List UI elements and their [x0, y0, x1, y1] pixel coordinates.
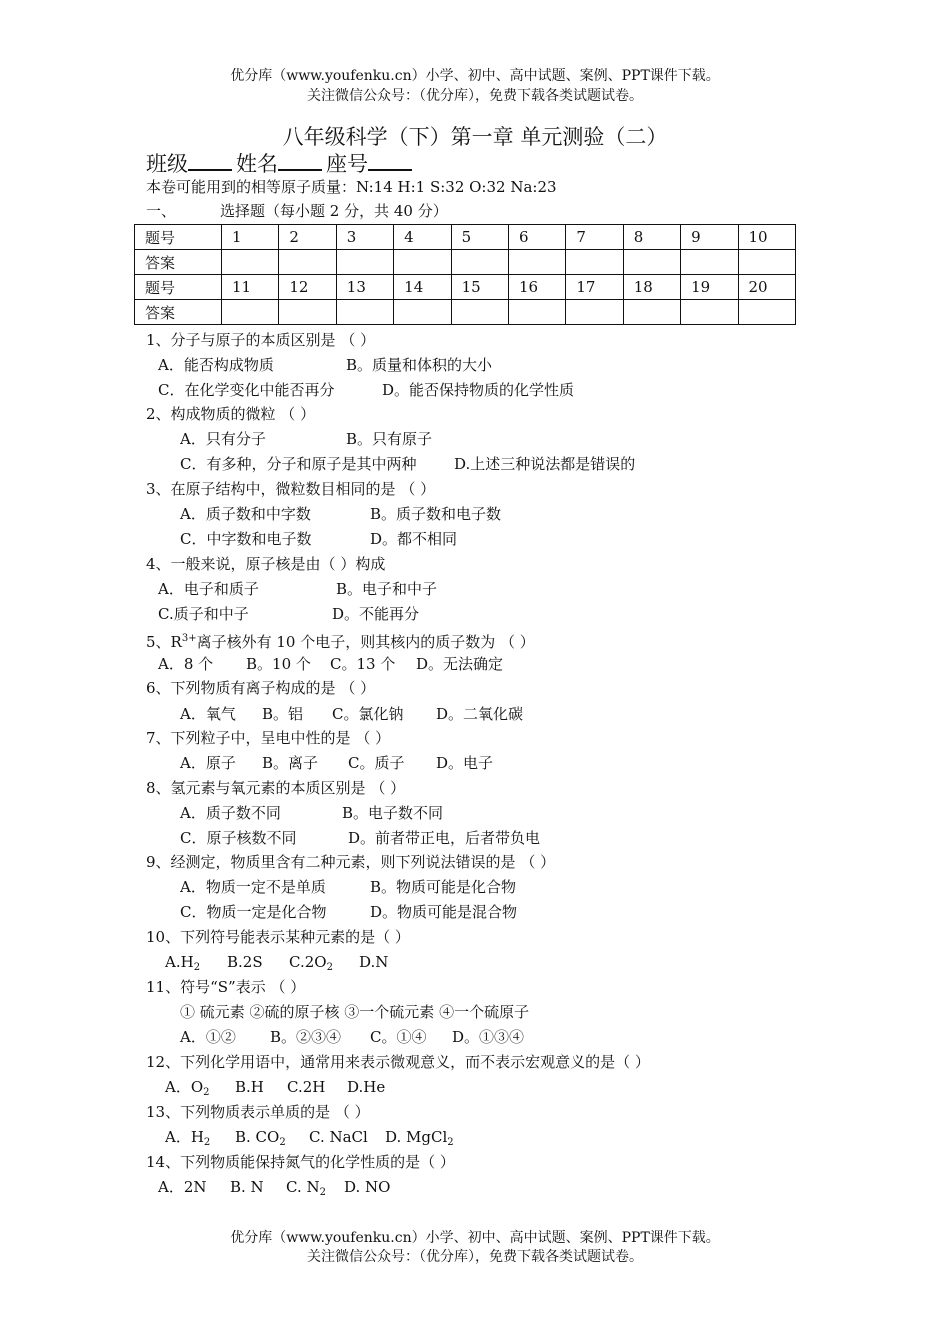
- section-number: 一、: [146, 202, 177, 220]
- subscript: 2: [203, 1087, 210, 1098]
- question-11-options: [180, 1027, 524, 1047]
- atomic-masses: 本卷可能用到的相等原子质量：N:14 H:1 S:32 O:32 Na:23: [146, 178, 557, 196]
- question-10-stem: 10、下列符号能表示某种元素的是（ ）: [146, 928, 410, 946]
- question-9-options-row2: [180, 902, 517, 922]
- answer-cell[interactable]: [279, 250, 336, 275]
- question-number-cell: 1: [222, 225, 279, 250]
- question-number-cell: 3: [336, 225, 393, 250]
- seat-label: 座号: [326, 152, 368, 176]
- seat-blank[interactable]: [368, 151, 412, 171]
- option-d[interactable]: [385, 1127, 454, 1153]
- option-b[interactable]: B.2S: [227, 953, 263, 971]
- page-title: 八年级科学（下）第一章 单元测验（二）: [282, 125, 668, 149]
- question-number-cell: 10: [738, 225, 795, 250]
- question-14-options: [158, 1177, 390, 1203]
- question-7-options: [180, 753, 493, 773]
- question-9-options-row1: [180, 877, 516, 897]
- question-5-stem: [146, 629, 535, 652]
- option-a[interactable]: [165, 1077, 235, 1103]
- student-fields: [146, 151, 416, 177]
- subscript: 2: [326, 962, 333, 973]
- question-number-cell: 14: [394, 275, 451, 300]
- question-number-cell: 12: [279, 275, 336, 300]
- option-d[interactable]: D.N: [359, 953, 389, 971]
- option-b[interactable]: B。10 个: [246, 655, 311, 673]
- option-c[interactable]: C.质子和中子: [158, 605, 249, 623]
- question-12-options: [165, 1077, 385, 1103]
- question-number-cell: 18: [623, 275, 680, 300]
- option-a-text: A.H: [165, 953, 194, 971]
- question-2-stem: 2、构成物质的微粒 （ ）: [146, 405, 316, 423]
- question-4-options-row2: [158, 604, 419, 624]
- answer-cell[interactable]: [623, 250, 680, 275]
- answer-cell[interactable]: [279, 300, 336, 325]
- option-c[interactable]: C。质子: [348, 754, 405, 772]
- header-line-1: 优分库（www.youfenku.cn）小学、初中、高中试题、案例、PPT课件下载。: [230, 68, 720, 84]
- question-number-cell: 17: [566, 275, 623, 300]
- option-d[interactable]: D。电子: [436, 754, 494, 772]
- section-label: 选择题（每小题 2 分，共 40 分）: [220, 202, 448, 220]
- question-10-options: [165, 952, 388, 978]
- option-c[interactable]: C. NaCl: [309, 1128, 368, 1146]
- footer-line-2: 关注微信公众号：（优分库），免费下载各类试题试卷。: [307, 1249, 643, 1265]
- option-b[interactable]: B。②③④: [270, 1028, 342, 1046]
- question-number-cell: 20: [738, 275, 795, 300]
- option-d[interactable]: D.He: [347, 1078, 386, 1096]
- question-number-cell: 16: [508, 275, 565, 300]
- question-2-options-row1: [180, 429, 432, 449]
- option-c[interactable]: C．在化学变化中能否再分: [158, 381, 335, 399]
- question-number-cell: 8: [623, 225, 680, 250]
- question-number-cell: 19: [681, 275, 738, 300]
- option-a[interactable]: A．氧气: [180, 705, 236, 723]
- table-header-cell: 题号: [135, 225, 222, 250]
- question-number-cell: 15: [451, 275, 508, 300]
- answer-cell[interactable]: [336, 300, 393, 325]
- option-c[interactable]: C。氯化钠: [332, 705, 404, 723]
- answer-cell[interactable]: [623, 300, 680, 325]
- option-b[interactable]: B。质子数和电子数: [370, 505, 502, 523]
- question-8-options-row1: [180, 803, 443, 823]
- question-1-stem: 1、分子与原子的本质区别是 （ ）: [146, 331, 376, 349]
- header-line-2: 关注微信公众号：（优分库），免费下载各类试题试卷。: [307, 88, 643, 104]
- option-d[interactable]: D. NO: [344, 1178, 391, 1196]
- question-5-options: [158, 654, 503, 674]
- option-a[interactable]: A．2N: [158, 1178, 207, 1196]
- question-number-cell: 2: [279, 225, 336, 250]
- table-header-cell: 题号: [135, 275, 222, 300]
- option-b[interactable]: B。物质可能是化合物: [370, 878, 517, 896]
- option-a[interactable]: A．电子和质子: [158, 580, 259, 598]
- option-a[interactable]: A．原子: [180, 754, 236, 772]
- option-d-text: D. MgCl: [385, 1128, 448, 1146]
- answer-cell[interactable]: [222, 250, 279, 275]
- option-a[interactable]: [165, 1127, 235, 1153]
- subscript: 2: [447, 1137, 454, 1148]
- question-4-stem: 4、一般来说，原子核是由（ ）构成: [146, 555, 386, 573]
- option-b[interactable]: B.H: [235, 1078, 264, 1096]
- option-c[interactable]: C．有多种，分子和原子是其中两种: [180, 455, 417, 473]
- table-header-cell: 答案: [135, 250, 222, 275]
- table-row: [135, 225, 796, 250]
- question-1-options-row2: [158, 380, 574, 400]
- question-3-stem: 3、在原子结构中，微粒数目相同的是 （ ）: [146, 480, 436, 498]
- option-b[interactable]: B。只有原子: [346, 430, 433, 448]
- section-heading: [146, 201, 448, 221]
- question-number-cell: 11: [222, 275, 279, 300]
- class-blank[interactable]: [188, 151, 232, 171]
- subscript: 2: [193, 962, 201, 973]
- class-label: 班级: [146, 152, 188, 176]
- question-number-cell: 4: [394, 225, 451, 250]
- question-2-options-row2: [180, 454, 635, 474]
- answer-cell[interactable]: [394, 300, 451, 325]
- question-7-stem: 7、下列粒子中，呈电中性的是 （ ）: [146, 729, 391, 747]
- option-a[interactable]: A．质子数和中字数: [180, 505, 311, 523]
- question-1-options-row1: [158, 355, 492, 375]
- option-a[interactable]: A．①②: [180, 1028, 236, 1046]
- option-b[interactable]: B。电子和中子: [336, 580, 438, 598]
- option-b[interactable]: B。离子: [262, 754, 319, 772]
- question-3-options-row2: [180, 529, 457, 549]
- answer-cell[interactable]: [681, 300, 738, 325]
- footer-line-1: 优分库（www.youfenku.cn）小学、初中、高中试题、案例、PPT课件下载。: [230, 1230, 720, 1246]
- answer-cell[interactable]: [508, 250, 565, 275]
- table-row: [135, 275, 796, 300]
- name-blank[interactable]: [278, 151, 322, 171]
- question-13-options: [165, 1127, 454, 1153]
- question-11-items: ① 硫元素 ②硫的原子核 ③一个硫元素 ④一个硫原子: [180, 1003, 530, 1021]
- question-number-cell: 6: [508, 225, 565, 250]
- option-c[interactable]: [289, 952, 359, 978]
- question-6-options: [180, 704, 523, 724]
- option-b[interactable]: B. N: [230, 1178, 264, 1196]
- option-d[interactable]: D。无法确定: [416, 655, 504, 673]
- question-number-cell: 5: [451, 225, 508, 250]
- question-9-stem: 9、经测定，物质里含有二种元素，则下列说法错误的是 （ ）: [146, 853, 556, 871]
- question-number-cell: 9: [681, 225, 738, 250]
- subscript: 2: [319, 1187, 326, 1198]
- answer-cell[interactable]: [508, 300, 565, 325]
- option-c[interactable]: C．中字数和电子数: [180, 530, 312, 548]
- option-b-text: B. CO: [235, 1128, 280, 1146]
- option-b[interactable]: B。电子数不同: [342, 804, 444, 822]
- subscript: 2: [203, 1137, 211, 1148]
- option-c[interactable]: C．物质一定是化合物: [180, 903, 327, 921]
- question-8-stem: 8、氢元素与氧元素的本质区别是 （ ）: [146, 779, 406, 797]
- option-d[interactable]: D。前者带正电，后者带负电: [348, 829, 541, 847]
- option-b[interactable]: B。质量和体积的大小: [346, 356, 493, 374]
- option-c-text: C. N: [286, 1178, 320, 1196]
- question-number-cell: 7: [566, 225, 623, 250]
- option-d[interactable]: D。都不相同: [370, 530, 458, 548]
- answer-cell[interactable]: [566, 250, 623, 275]
- option-c[interactable]: C.2H: [287, 1078, 326, 1096]
- option-d[interactable]: D。①③④: [452, 1028, 525, 1046]
- option-c[interactable]: C。①④: [370, 1028, 427, 1046]
- table-header-cell: 答案: [135, 300, 222, 325]
- answer-cell[interactable]: [336, 250, 393, 275]
- answer-cell[interactable]: [738, 300, 795, 325]
- answer-cell[interactable]: [451, 300, 508, 325]
- table-row: [135, 300, 796, 325]
- question-8-options-row2: [180, 828, 540, 848]
- stem-text: 5、R: [146, 633, 182, 651]
- answer-cell[interactable]: [394, 250, 451, 275]
- table-row: [135, 250, 796, 275]
- question-12-stem: 12、下列化学用语中，通常用来表示微观意义，而不表示宏观意义的是（ ）: [146, 1053, 650, 1071]
- stem-text: 离子核外有 10 个电子，则其核内的质子数为 （ ）: [196, 633, 535, 651]
- question-6-stem: 6、下列物质有离子构成的是 （ ）: [146, 679, 376, 697]
- option-a-text: A．O: [165, 1078, 204, 1096]
- answer-table: [134, 224, 796, 325]
- question-13-stem: 13、下列物质表示单质的是 （ ）: [146, 1103, 370, 1121]
- option-b[interactable]: [235, 1127, 309, 1153]
- subscript: 2: [279, 1137, 286, 1148]
- option-a[interactable]: A．只有分子: [180, 430, 266, 448]
- question-14-stem: 14、下列物质能保持氮气的化学性质的是（ ）: [146, 1153, 455, 1171]
- option-c[interactable]: C。13 个: [330, 655, 396, 673]
- option-c[interactable]: [286, 1177, 344, 1203]
- charge-superscript: 3+: [181, 633, 197, 644]
- option-d[interactable]: D。不能再分: [332, 605, 420, 623]
- option-c-text: C.2O: [289, 953, 327, 971]
- question-4-options-row1: [158, 579, 437, 599]
- option-a[interactable]: A．质子数不同: [180, 804, 281, 822]
- question-3-options-row1: [180, 504, 501, 524]
- option-a[interactable]: A．8 个: [158, 655, 214, 673]
- option-d[interactable]: D。能否保持物质的化学性质: [382, 381, 575, 399]
- option-a-text: A．H: [165, 1128, 204, 1146]
- option-d[interactable]: D。物质可能是混合物: [370, 903, 518, 921]
- option-b[interactable]: B。铝: [262, 705, 304, 723]
- option-d[interactable]: D。二氧化碳: [436, 705, 524, 723]
- question-number-cell: 13: [336, 275, 393, 300]
- option-c[interactable]: C．原子核数不同: [180, 829, 297, 847]
- answer-cell[interactable]: [222, 300, 279, 325]
- question-11-stem: 11、符号“S”表示 （ ）: [146, 978, 306, 996]
- option-a[interactable]: [165, 952, 227, 978]
- option-a[interactable]: A．能否构成物质: [158, 356, 274, 374]
- option-d[interactable]: D.上述三种说法都是错误的: [454, 455, 636, 473]
- option-a[interactable]: A．物质一定不是单质: [180, 878, 326, 896]
- answer-cell[interactable]: [451, 250, 508, 275]
- name-label: 姓名: [236, 152, 278, 176]
- answer-cell[interactable]: [566, 300, 623, 325]
- answer-cell[interactable]: [738, 250, 795, 275]
- answer-cell[interactable]: [681, 250, 738, 275]
